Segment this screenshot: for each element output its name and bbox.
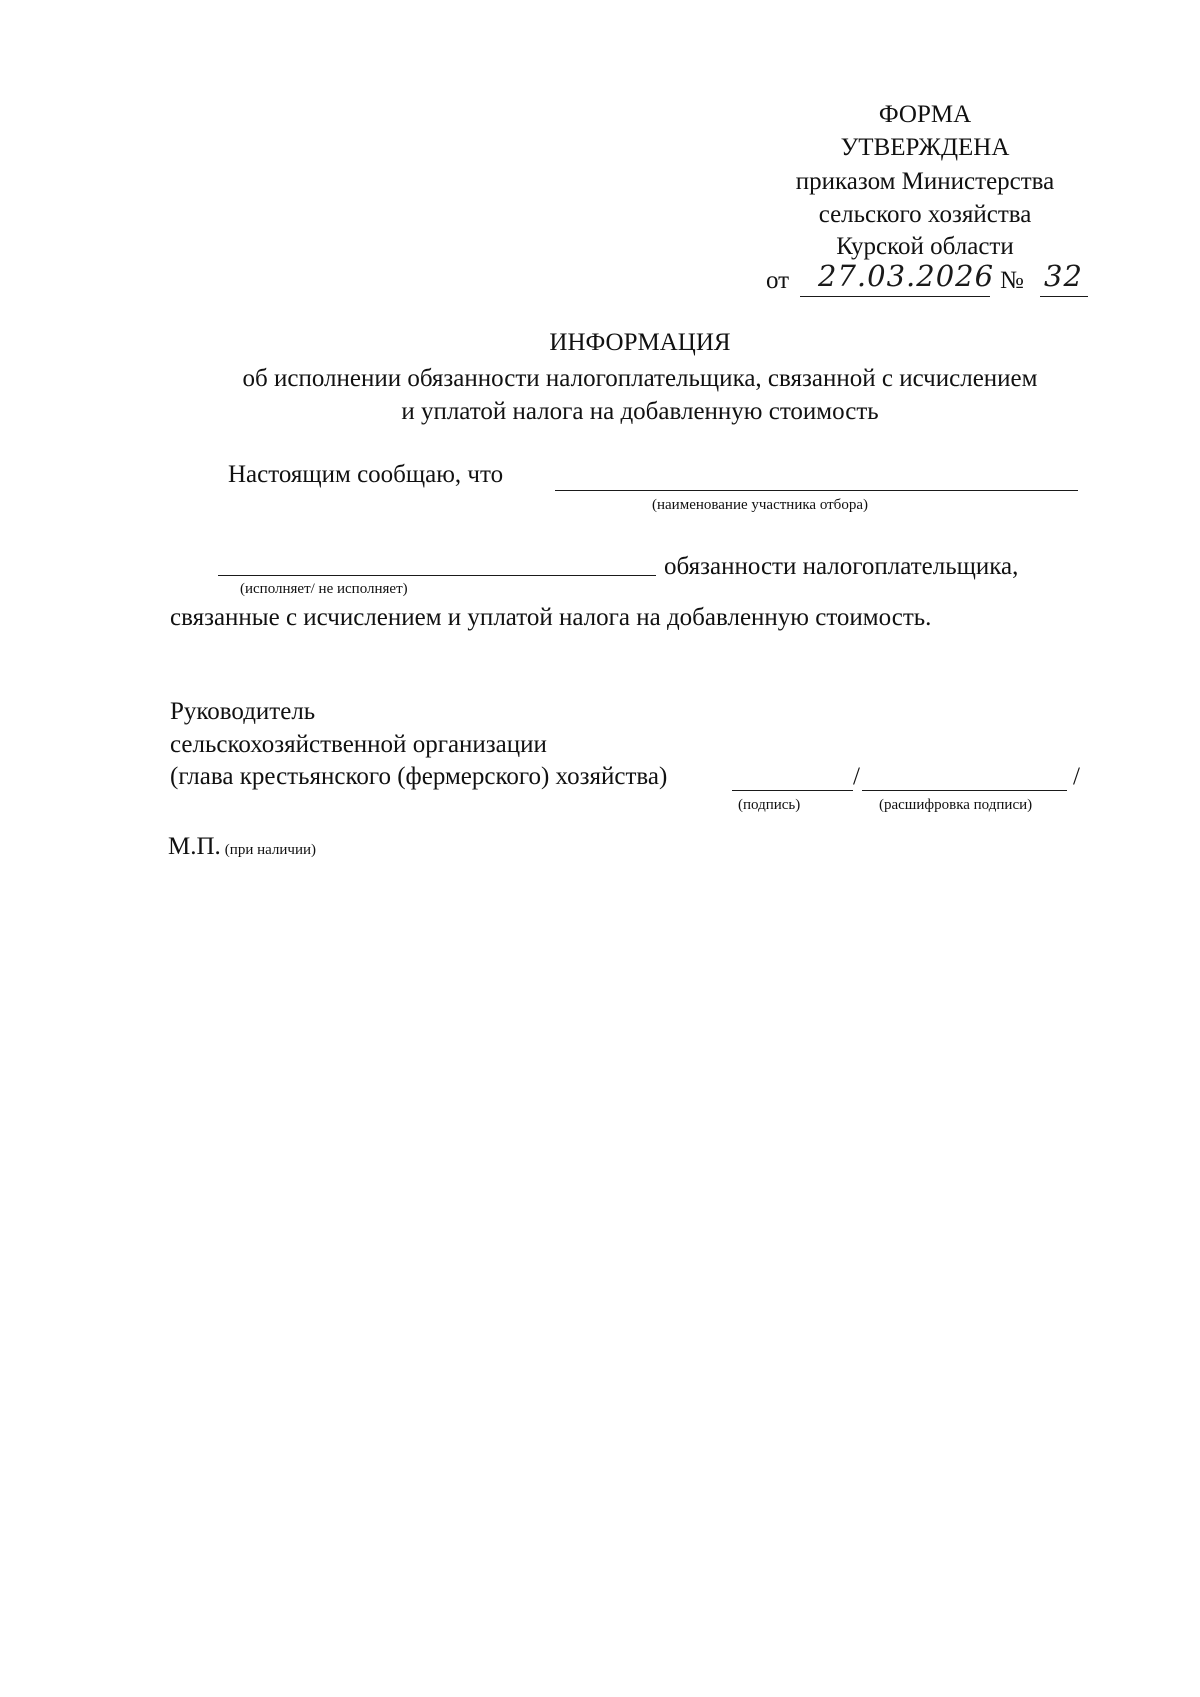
stamp-note: (при наличии) — [224, 842, 317, 858]
stamp-label: М.П. — [168, 833, 221, 860]
approval-ministry-line: сельского хозяйства — [818, 201, 1032, 228]
signer-role-line3: (глава крестьянского (фермерского) хозяйства) — [170, 763, 668, 790]
signature-decode-line[interactable] — [862, 790, 1067, 791]
form-label: ФОРМА — [878, 101, 972, 128]
signature-slash-1: / — [853, 763, 860, 790]
signature-slash-2: / — [1073, 763, 1080, 790]
participant-caption: (наименование участника отбора) — [652, 497, 868, 513]
fulfil-status-line[interactable] — [218, 575, 656, 576]
approval-order-line: приказом Министерства — [795, 168, 1055, 195]
duties-text: обязанности налогоплательщика, — [664, 553, 1019, 580]
date-prefix: от — [766, 267, 790, 294]
number-underline — [1040, 296, 1088, 297]
document-heading: ИНФОРМАЦИЯ — [549, 329, 731, 356]
handwritten-number: 32 — [1044, 259, 1083, 293]
approved-label: УТВЕРЖДЕНА — [840, 134, 1010, 161]
intro-text: Настоящим сообщаю, что — [228, 461, 504, 488]
date-underline — [800, 296, 990, 297]
stamp-place — [168, 832, 316, 862]
signer-role-line2: сельскохозяйственной организации — [170, 731, 547, 758]
signature-caption: (подпись) — [738, 797, 801, 813]
document-subtitle-line1: об исполнении обязанности налогоплательщика, связанной с исчислением — [242, 365, 1038, 392]
handwritten-date: 27.03.2026 — [818, 259, 995, 293]
signer-role-line1: Руководитель — [170, 698, 316, 725]
decode-caption: (расшифровка подписи) — [879, 797, 1033, 813]
number-sign: № — [1000, 267, 1024, 294]
signature-line[interactable] — [732, 790, 853, 791]
participant-name-line[interactable] — [555, 490, 1078, 491]
approval-region-line: Курской области — [836, 233, 1014, 260]
document-subtitle-line2: и уплатой налога на добавленную стоимость — [401, 398, 879, 425]
final-statement: связанные с исчислением и уплатой налога на добавленную стоимость. — [170, 604, 932, 631]
fulfil-caption: (исполняет/ не исполняет) — [240, 581, 408, 597]
